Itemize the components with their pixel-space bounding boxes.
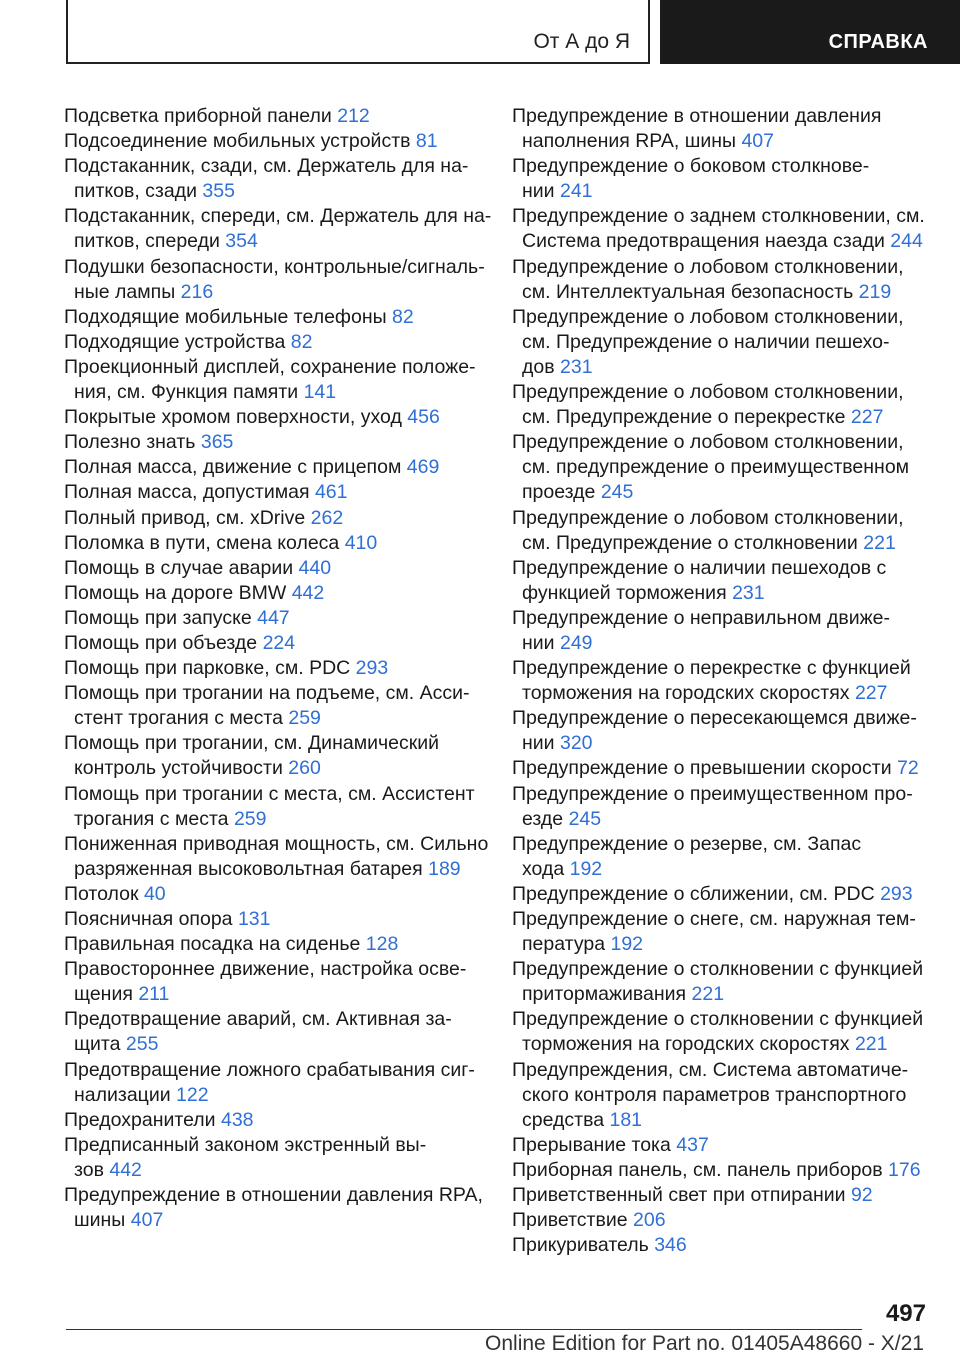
page-number: 497 bbox=[885, 1300, 926, 1327]
index-entry-term: Прерывание тока bbox=[512, 1133, 677, 1156]
index-entry-text: Предупреждение в отношении давления bbox=[512, 105, 882, 127]
index-entry-term: наполнения RPA, шины bbox=[522, 130, 742, 153]
section-tab[interactable]: От А до Я bbox=[533, 30, 630, 53]
index-entry-term: Приветственный свет при отпирании bbox=[512, 1184, 851, 1207]
index-entry-text bbox=[64, 405, 488, 430]
index-entry bbox=[64, 455, 488, 480]
index-entry bbox=[64, 907, 488, 932]
index-entry-text bbox=[512, 581, 926, 606]
page-link[interactable]: 346 bbox=[654, 1234, 687, 1257]
page-link[interactable]: 320 bbox=[559, 732, 593, 755]
index-entry-text bbox=[512, 1032, 926, 1057]
index-entry bbox=[512, 556, 926, 606]
index-entry-text bbox=[64, 581, 488, 606]
index-entry-text bbox=[512, 857, 926, 882]
index-entry-term: Помощь при парковке, см. PDC bbox=[64, 657, 356, 680]
index-entry-term: хода bbox=[522, 857, 570, 880]
index-entry-text: Предписанный законом экстренный вы- bbox=[64, 1133, 427, 1156]
index-entry-term: торможения на городских скоростях bbox=[522, 682, 855, 705]
index-entry-term: функцией торможения bbox=[522, 581, 733, 604]
index-entry bbox=[512, 1058, 926, 1133]
index-entry-text: Предупреждение о лобовом столкновении, bbox=[512, 506, 904, 529]
index-entry bbox=[64, 1133, 488, 1183]
index-entry bbox=[64, 154, 488, 204]
page-link[interactable]: 72 bbox=[897, 757, 919, 780]
index-entry-text: Помощь при трогании, см. Динамический bbox=[64, 732, 440, 755]
page-link[interactable]: 241 bbox=[559, 180, 593, 203]
index-entry-text bbox=[64, 455, 488, 480]
index-entry-term: Полная масса, движение с прицепом bbox=[64, 456, 407, 479]
index-entry-term: контроль устойчивости bbox=[74, 757, 289, 780]
index-entry-text: ского контроля параметров транспортного bbox=[522, 1083, 907, 1106]
index-entry bbox=[512, 782, 926, 832]
index-entry-term: ния, см. Функция памяти bbox=[74, 381, 304, 404]
header-frame bbox=[66, 0, 650, 64]
index-entry-text bbox=[64, 556, 488, 581]
page-link[interactable]: 259 bbox=[288, 707, 321, 730]
index-entry-text: Предупреждение о снеге, см. наружная тем- bbox=[512, 908, 916, 930]
index-entry-term: разряженная высоковольтная батарея bbox=[74, 857, 429, 880]
page-link[interactable]: 141 bbox=[303, 381, 337, 404]
index-entry bbox=[512, 706, 926, 756]
page-link[interactable]: 219 bbox=[858, 280, 892, 303]
index-entry-term: Покрытые хромом поверхности, уход bbox=[64, 406, 408, 429]
index-entry bbox=[512, 656, 926, 706]
index-entry-term: Правильная посадка на сиденье bbox=[64, 933, 366, 956]
page-link[interactable]: 128 bbox=[365, 933, 399, 956]
index-entry-term: Подходящие мобильные телефоны bbox=[64, 305, 393, 328]
index-entry-term: Полезно знать bbox=[64, 431, 201, 454]
footer-divider bbox=[66, 1329, 862, 1330]
index-entry-text: Подушки безопасности, контрольные/сигналь- bbox=[64, 255, 485, 278]
page-link[interactable]: 221 bbox=[854, 1033, 888, 1056]
page-link[interactable]: 245 bbox=[600, 481, 634, 504]
page-link[interactable]: 447 bbox=[257, 606, 290, 629]
index-entry-text bbox=[512, 179, 926, 204]
index-entry-term: см. Интеллектуальная безопасность bbox=[522, 280, 859, 303]
index-entry-text: Подстаканник, сзади, см. Держатель для на- bbox=[64, 155, 469, 178]
index-entry-text bbox=[512, 355, 926, 380]
index-entry-term: Система предотвращения наезда сзади bbox=[522, 230, 891, 253]
index-entry-text: Предупреждение о перекрестке с функцией bbox=[512, 657, 911, 680]
page-link[interactable]: 259 bbox=[233, 807, 267, 830]
index-entry-term: Поясничная опора bbox=[64, 908, 238, 930]
index-entry bbox=[64, 782, 488, 832]
index-entry-term: дов bbox=[522, 355, 561, 378]
index-entry bbox=[64, 832, 488, 882]
page-link[interactable]: 131 bbox=[237, 908, 271, 930]
index-entry-term: см. Предупреждение о перекрестке bbox=[522, 406, 851, 429]
page-link[interactable]: 206 bbox=[633, 1209, 666, 1232]
index-entry-text: Предупреждение о столкновении с функцией bbox=[512, 958, 924, 981]
index-entry-term: ные лампы bbox=[74, 280, 181, 303]
index-entry bbox=[64, 581, 488, 606]
index-entry bbox=[512, 882, 926, 907]
index-entry-text bbox=[64, 706, 488, 731]
page-link[interactable]: 221 bbox=[691, 983, 725, 1006]
index-entry bbox=[64, 330, 488, 355]
index-entry-text bbox=[64, 129, 488, 154]
index-entry bbox=[64, 305, 488, 330]
index-entry-term: питков, сзади bbox=[74, 180, 203, 203]
page-link[interactable]: 365 bbox=[200, 431, 234, 454]
index-entry-text: см. Предупреждение о наличии пешехо- bbox=[522, 330, 890, 353]
index-entry bbox=[512, 430, 926, 505]
page-link[interactable]: 293 bbox=[880, 882, 913, 905]
index-entry-text bbox=[64, 1158, 488, 1183]
page-link[interactable]: 249 bbox=[559, 631, 593, 654]
index-column-right bbox=[512, 104, 926, 1258]
index-entry bbox=[64, 882, 488, 907]
index-entry-text: Подстаканник, спереди, см. Держатель для на- bbox=[64, 205, 492, 228]
index-entry-text bbox=[512, 280, 926, 305]
index-entry-text: Предупреждение о заднем столкновении, см. bbox=[512, 205, 925, 228]
page-link[interactable]: 438 bbox=[220, 1108, 254, 1131]
index-entry-text bbox=[512, 982, 926, 1007]
index-entry bbox=[512, 1183, 926, 1208]
page-link[interactable]: 211 bbox=[138, 983, 170, 1006]
index-entry-text: Предупреждение о преимущественном про- bbox=[512, 782, 913, 805]
active-tab-label: СПРАВКА bbox=[828, 31, 928, 53]
index-entry-text bbox=[64, 1208, 488, 1233]
index-entry bbox=[512, 380, 926, 430]
index-entry-term: Потолок bbox=[64, 882, 144, 905]
index-entry-term: щита bbox=[74, 1033, 126, 1056]
index-entry bbox=[64, 656, 488, 681]
index-entry-text: Предупреждение о лобовом столкновении, bbox=[512, 305, 904, 328]
index-entry-term: трогания с места bbox=[74, 807, 234, 830]
index-entry bbox=[64, 355, 488, 405]
index-entry bbox=[64, 1007, 488, 1057]
index-entry bbox=[64, 606, 488, 631]
page-link[interactable]: 354 bbox=[225, 230, 258, 253]
page-link[interactable]: 231 bbox=[560, 355, 593, 378]
index-entry bbox=[512, 506, 926, 556]
index-entry-term: стент трогания с места bbox=[74, 707, 289, 730]
index-entry bbox=[512, 1133, 926, 1158]
index-entry-text bbox=[64, 480, 488, 505]
index-entry-term: шины bbox=[74, 1209, 131, 1232]
page-link[interactable]: 181 bbox=[609, 1108, 643, 1131]
index-entry bbox=[512, 957, 926, 1007]
index-entry bbox=[64, 204, 492, 254]
index-entry bbox=[512, 1233, 926, 1258]
index-entry-term: Предупреждение о превышении скорости bbox=[512, 757, 898, 780]
index-entry bbox=[64, 480, 488, 505]
page-link[interactable]: 461 bbox=[314, 481, 348, 504]
index-entry-term: Приборная панель, см. панель приборов bbox=[512, 1158, 889, 1181]
index-entry bbox=[64, 731, 488, 781]
index-entry-term: Полная масса, допустимая bbox=[64, 481, 315, 504]
page-link[interactable]: 192 bbox=[569, 857, 603, 880]
index-entry-text bbox=[512, 1208, 926, 1233]
index-entry bbox=[512, 204, 926, 254]
index-entry-term: Помощь при запуске bbox=[64, 606, 258, 629]
index-entry bbox=[512, 832, 926, 882]
page-link[interactable]: 245 bbox=[568, 807, 602, 830]
page-link[interactable]: 176 bbox=[888, 1158, 921, 1181]
index-entry-text bbox=[64, 606, 488, 631]
index-entry-term: нии bbox=[522, 732, 560, 755]
index-entry-term: езде bbox=[522, 807, 569, 830]
index-entry-text: Помощь при трогании на подъеме, см. Асси- bbox=[64, 682, 470, 705]
index-entry-text bbox=[512, 129, 926, 154]
page-link[interactable]: 81 bbox=[415, 130, 438, 153]
page-link[interactable]: 189 bbox=[428, 857, 461, 880]
page-link[interactable]: 440 bbox=[298, 556, 332, 579]
index-entry-text bbox=[512, 807, 926, 832]
index-entry-text bbox=[64, 380, 488, 405]
index-entry-term: торможения на городских скоростях bbox=[522, 1033, 855, 1056]
index-entry bbox=[512, 606, 926, 656]
index-entry-text: Пониженная приводная мощность, см. Сильно bbox=[64, 832, 489, 855]
index-entry bbox=[64, 255, 488, 305]
page-link[interactable]: 442 bbox=[291, 581, 325, 604]
index-entry-text bbox=[64, 1083, 488, 1108]
index-entry-text bbox=[512, 405, 926, 430]
index-entry-text: см. предупреждение о преимущественном bbox=[522, 456, 910, 479]
page-link[interactable]: 262 bbox=[310, 506, 344, 529]
index-entry-text: Предупреждения, см. Система автоматиче- bbox=[512, 1058, 909, 1081]
page-link[interactable]: 410 bbox=[344, 531, 378, 554]
index-entry-term: нализации bbox=[74, 1083, 177, 1106]
index-entry-text bbox=[64, 857, 488, 882]
page-link[interactable]: 224 bbox=[262, 631, 296, 654]
index-entry-term: Помощь при объезде bbox=[64, 631, 263, 654]
index-entry-text: Предупреждение о пересекающемся движе- bbox=[512, 707, 917, 730]
active-tab[interactable] bbox=[660, 0, 960, 64]
index-entry-term: нии bbox=[522, 631, 560, 654]
index-entry-text bbox=[512, 731, 926, 756]
index-entry bbox=[512, 1158, 926, 1183]
index-entry bbox=[512, 305, 926, 380]
page-link[interactable]: 122 bbox=[176, 1083, 209, 1106]
index-entry-text: Предупреждение о наличии пешеходов с bbox=[512, 556, 887, 579]
index-entry-term: см. Предупреждение о столкновении bbox=[522, 531, 864, 554]
index-entry bbox=[64, 405, 488, 430]
index-entry-text bbox=[64, 807, 488, 832]
index-entry-text bbox=[64, 430, 488, 455]
index-entry-text bbox=[512, 681, 926, 706]
page-link[interactable]: 82 bbox=[392, 305, 414, 328]
index-entry-text bbox=[512, 631, 926, 656]
page-link[interactable]: 82 bbox=[290, 330, 313, 353]
index-entry bbox=[64, 129, 488, 154]
index-entry-term: Подсветка приборной панели bbox=[64, 105, 338, 127]
page-link[interactable]: 260 bbox=[288, 757, 321, 780]
index-entry bbox=[64, 631, 488, 656]
page-link[interactable]: 255 bbox=[125, 1033, 159, 1056]
index-entry-text bbox=[64, 179, 488, 204]
index-entry-term: Подсоединение мобильных устройств bbox=[64, 130, 416, 153]
index-entry-term: Прикуриватель bbox=[512, 1234, 655, 1257]
page-link[interactable]: 469 bbox=[406, 456, 440, 479]
index-entry-text bbox=[64, 932, 488, 957]
index-entry-term: питков, спереди bbox=[74, 230, 226, 253]
index-entry-text: Предупреждение о лобовом столкновении, bbox=[512, 431, 904, 454]
page-link[interactable]: 442 bbox=[109, 1158, 142, 1181]
index-entry bbox=[64, 1058, 488, 1108]
index-entry bbox=[512, 255, 926, 305]
index-entry-text bbox=[64, 631, 488, 656]
index-entry-text bbox=[64, 280, 488, 305]
index-entry bbox=[64, 957, 488, 1007]
index-entry-text bbox=[64, 1108, 488, 1133]
index-entry-text: Проекционный дисплей, сохранение положе- bbox=[64, 355, 476, 378]
index-entry-text bbox=[64, 229, 488, 254]
index-entry-text bbox=[512, 1158, 926, 1183]
index-entry-text: Предупреждение о столкновении с функцией bbox=[512, 1008, 924, 1031]
index-entry-term: Помощь в случае аварии bbox=[64, 556, 299, 579]
page-link[interactable]: 212 bbox=[337, 105, 370, 127]
index-entry-text: Предотвращение ложного срабатывания сиг- bbox=[64, 1058, 475, 1081]
page-link[interactable]: 92 bbox=[850, 1184, 873, 1207]
page-link[interactable]: 40 bbox=[143, 882, 166, 905]
index-entry bbox=[512, 154, 926, 204]
index-entry-text: Правостороннее движение, настройка осве- bbox=[64, 958, 467, 981]
index-entry bbox=[512, 1208, 926, 1233]
index-entry-text bbox=[512, 1233, 926, 1258]
index-entry bbox=[512, 104, 926, 154]
index-entry-text bbox=[64, 531, 488, 556]
index-entry-term: Предупреждение о сближении, см. PDC bbox=[512, 882, 881, 905]
page-link[interactable]: 407 bbox=[130, 1209, 164, 1232]
index-entry-text bbox=[512, 1133, 926, 1158]
page-link[interactable]: 293 bbox=[355, 657, 389, 680]
index-entry-term: зов bbox=[74, 1158, 110, 1181]
page-link[interactable]: 407 bbox=[741, 130, 774, 153]
index-entry bbox=[64, 681, 488, 731]
index-entry-text bbox=[512, 531, 926, 556]
index-entry bbox=[64, 531, 488, 556]
index-entry-text bbox=[512, 882, 926, 907]
index-entry-text bbox=[512, 1183, 926, 1208]
page-link[interactable]: 355 bbox=[202, 180, 235, 203]
edition-text: Online Edition for Part no. 01405A48660 - X/21 bbox=[485, 1332, 924, 1355]
page-link[interactable]: 192 bbox=[610, 933, 644, 956]
index-entry bbox=[64, 104, 488, 129]
index-entry-text bbox=[64, 305, 488, 330]
index-column-left bbox=[64, 104, 492, 1233]
index-entry-text bbox=[64, 907, 488, 932]
index-entry-text: Предупреждение о резерве, см. Запас bbox=[512, 832, 862, 855]
index-entry-text: Предупреждение в отношении давления RPA, bbox=[64, 1184, 483, 1207]
index-entry-text: Предупреждение о лобовом столкновении, bbox=[512, 381, 904, 404]
page-link[interactable]: 231 bbox=[732, 581, 765, 604]
index-entry bbox=[512, 756, 926, 781]
index-entry bbox=[64, 556, 488, 581]
index-entry-text: Предупреждение о неправильном движе- bbox=[512, 606, 890, 629]
index-entry-text bbox=[512, 932, 926, 957]
index-entry bbox=[64, 1183, 488, 1233]
page-link[interactable]: 227 bbox=[850, 406, 884, 429]
index-entry-text bbox=[512, 229, 926, 254]
index-entry-text bbox=[512, 480, 926, 505]
index-entry-term: Полный привод, см. xDrive bbox=[64, 506, 311, 529]
page-link[interactable]: 244 bbox=[890, 230, 923, 253]
index-entry-text bbox=[64, 982, 488, 1007]
index-entry-term: Поломка в пути, смена колеса bbox=[64, 531, 345, 554]
index-entry-text bbox=[64, 1032, 488, 1057]
index-entry-term: пература bbox=[522, 933, 611, 956]
page-link[interactable]: 227 bbox=[854, 682, 888, 705]
index-entry-text bbox=[64, 882, 488, 907]
index-entry-text: Помощь при трогании с места, см. Ассистент bbox=[64, 782, 475, 805]
index-entry-term: средства bbox=[522, 1108, 610, 1131]
index-entry-text: Предупреждение о лобовом столкновении, bbox=[512, 255, 904, 278]
index-entry-text bbox=[512, 1108, 926, 1133]
index-entry-term: Помощь на дороге BMW bbox=[64, 581, 292, 604]
index-entry-text bbox=[64, 756, 488, 781]
index-entry-text bbox=[64, 506, 488, 531]
index-entry bbox=[64, 932, 488, 957]
index-entry-text: Предотвращение аварий, см. Активная за- bbox=[64, 1008, 452, 1031]
index-entry-text bbox=[64, 656, 488, 681]
index-entry-text: Предупреждение о боковом столкнове- bbox=[512, 155, 870, 178]
index-entry-term: притормаживания bbox=[522, 983, 692, 1006]
page-link[interactable]: 456 bbox=[407, 406, 440, 429]
index-entry-term: нии bbox=[522, 180, 560, 203]
index-entry-text bbox=[64, 104, 488, 129]
page-link[interactable]: 437 bbox=[676, 1133, 709, 1156]
index-entry-term: Подходящие устройства bbox=[64, 330, 291, 353]
index-entry bbox=[64, 430, 488, 455]
index-entry bbox=[512, 1007, 926, 1057]
index-entry-term: щения bbox=[74, 983, 139, 1006]
index-entry bbox=[64, 1108, 488, 1133]
page-link[interactable]: 216 bbox=[180, 280, 214, 303]
index-entry-text bbox=[512, 756, 926, 781]
page-link[interactable]: 221 bbox=[863, 531, 896, 554]
index-entry bbox=[512, 907, 926, 957]
index-entry bbox=[64, 506, 488, 531]
index-entry-term: проезде bbox=[522, 481, 601, 504]
index-entry-term: Приветствие bbox=[512, 1209, 633, 1232]
index-entry-text bbox=[64, 330, 488, 355]
index-entry-term: Предохранители bbox=[64, 1108, 221, 1131]
